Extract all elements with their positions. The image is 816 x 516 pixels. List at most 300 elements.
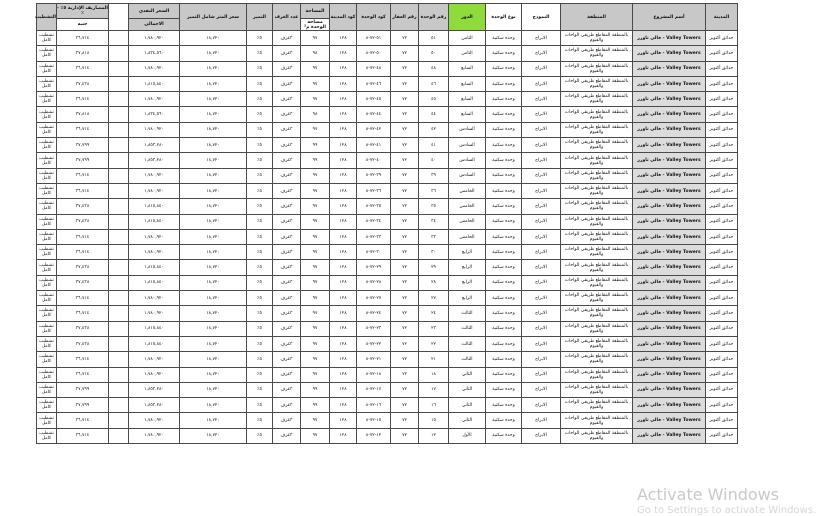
city-cell[interactable]: حدائق أكتوبر	[706, 428, 738, 443]
premium-cell[interactable]: ٥٪	[247, 31, 273, 46]
total-cell[interactable]: ١,٧٨٠,٩٢٠	[129, 31, 180, 46]
fees-cell[interactable]: ٣٧,٧٩٩	[57, 398, 109, 413]
unit-no-cell[interactable]: ٤١	[419, 138, 449, 153]
fees-cell[interactable]: ٣٧,٨١٨	[57, 107, 109, 122]
unit-no-cell[interactable]: ٤٤	[419, 107, 449, 122]
blank-cell[interactable]	[109, 122, 129, 137]
rooms-cell[interactable]: ٣غرف	[273, 138, 301, 153]
finishing-cell[interactable]: تشطيب كامل	[37, 336, 57, 351]
unit-type-cell[interactable]: وحدة سكنية	[486, 153, 522, 168]
unit-type-cell[interactable]: وحدة سكنية	[486, 245, 522, 260]
fees-cell[interactable]: ٣٦,٧١٤	[57, 61, 109, 76]
premium-cell[interactable]: ٥٪	[247, 107, 273, 122]
floor-cell[interactable]: الرابع	[449, 245, 486, 260]
city-cell[interactable]: حدائق أكتوبر	[706, 61, 738, 76]
fees-cell[interactable]: ٣٦,٧١٤	[57, 168, 109, 183]
unit-code-cell[interactable]: ٣٥-٧٢-٨	[357, 199, 391, 214]
city-cell[interactable]: حدائق أكتوبر	[706, 398, 738, 413]
rooms-cell[interactable]: ٣غرف	[273, 46, 301, 61]
property-no-cell[interactable]: ٧٢	[391, 153, 419, 168]
model-cell[interactable]: الابراج	[522, 398, 561, 413]
blank-cell[interactable]	[109, 398, 129, 413]
price-cell[interactable]: ١٨,٧٢٠	[180, 122, 247, 137]
blank-cell[interactable]	[109, 428, 129, 443]
price-cell[interactable]: ١٨,٧٢٠	[180, 291, 247, 306]
unit-type-cell[interactable]: وحدة سكنية	[486, 214, 522, 229]
city-cell[interactable]: حدائق أكتوبر	[706, 76, 738, 91]
floor-cell[interactable]: السابع	[449, 92, 486, 107]
property-no-cell[interactable]: ٧٢	[391, 229, 419, 244]
unit-no-cell[interactable]: ٢٩	[419, 260, 449, 275]
floor-cell[interactable]: السادس	[449, 122, 486, 137]
fees-cell[interactable]: ٣٦,٧١٤	[57, 183, 109, 198]
price-cell[interactable]: ١٨,٧٢٠	[180, 214, 247, 229]
model-cell[interactable]: الابراج	[522, 122, 561, 137]
unit-no-cell[interactable]: ٥٠	[419, 46, 449, 61]
unit-no-cell[interactable]: ٣٣	[419, 229, 449, 244]
finishing-cell[interactable]: تشطيب كامل	[37, 413, 57, 428]
price-cell[interactable]: ١٨,٧٢٠	[180, 107, 247, 122]
blank-cell[interactable]	[109, 168, 129, 183]
region-cell[interactable]: بالمنطقة المقاطع طريقي الواحات والفيوم	[561, 382, 633, 397]
unit-code-cell[interactable]: ٤٢-٧٢-٨	[357, 122, 391, 137]
model-cell[interactable]: الابراج	[522, 76, 561, 91]
unit-no-cell[interactable]: ٢١	[419, 352, 449, 367]
finishing-cell[interactable]: تشطيب كامل	[37, 291, 57, 306]
total-cell[interactable]: ١,٨١٥,٨٤٠	[129, 260, 180, 275]
city-code-cell[interactable]: ١٢٨	[330, 153, 357, 168]
region-cell[interactable]: بالمنطقة المقاطع طريقي الواحات والفيوم	[561, 214, 633, 229]
area-cell[interactable]: ٩٧	[301, 122, 330, 137]
region-cell[interactable]: بالمنطقة المقاطع طريقي الواحات والفيوم	[561, 76, 633, 91]
finishing-cell[interactable]: تشطيب كامل	[37, 214, 57, 229]
rooms-cell[interactable]: ٣غرف	[273, 31, 301, 46]
unit-no-cell[interactable]: ١٧	[419, 382, 449, 397]
fees-cell[interactable]: ٣٧,٤٣٨	[57, 199, 109, 214]
unit-no-cell[interactable]: ٢٢	[419, 336, 449, 351]
project-cell[interactable]: Valley Towers - فالى تاورز	[633, 214, 706, 229]
total-cell[interactable]: ١,٧٨٠,٩٢٠	[129, 367, 180, 382]
unit-code-cell[interactable]: ١٦-٧٢-٨	[357, 398, 391, 413]
fees-cell[interactable]: ٣٧,٤٣٨	[57, 321, 109, 336]
blank-cell[interactable]	[109, 275, 129, 290]
unit-code-cell[interactable]: ٢٤-٧٢-٨	[357, 306, 391, 321]
premium-cell[interactable]: ٥٪	[247, 291, 273, 306]
finishing-cell[interactable]: تشطيب كامل	[37, 183, 57, 198]
premium-cell[interactable]: ٥٪	[247, 168, 273, 183]
model-cell[interactable]: الابراج	[522, 291, 561, 306]
premium-cell[interactable]: ٥٪	[247, 336, 273, 351]
fees-cell[interactable]: ٣٦,٧١٤	[57, 306, 109, 321]
property-no-cell[interactable]: ٧٢	[391, 413, 419, 428]
total-cell[interactable]: ١,٧٨٠,٩٢٠	[129, 306, 180, 321]
floor-cell[interactable]: الأول	[449, 428, 486, 443]
total-cell[interactable]: ١,٧٨٠,٩٢٠	[129, 183, 180, 198]
total-cell[interactable]: ١,٧٨٠,٩٢٠	[129, 122, 180, 137]
total-cell[interactable]: ١,٨١٥,٨٤٠	[129, 76, 180, 91]
unit-code-cell[interactable]: ٥٠-٧٢-٨	[357, 46, 391, 61]
area-cell[interactable]: ٩٧	[301, 352, 330, 367]
area-cell[interactable]: ٩٧	[301, 61, 330, 76]
blank-cell[interactable]	[109, 31, 129, 46]
model-cell[interactable]: الابراج	[522, 229, 561, 244]
blank-cell[interactable]	[109, 352, 129, 367]
blank-cell[interactable]	[109, 260, 129, 275]
total-cell[interactable]: ١,٨٥٣,٢٨٠	[129, 382, 180, 397]
model-cell[interactable]: الابراج	[522, 260, 561, 275]
floor-cell[interactable]: السادس	[449, 153, 486, 168]
area-cell[interactable]: ٩٧	[301, 336, 330, 351]
project-cell[interactable]: Valley Towers - فالى تاورز	[633, 245, 706, 260]
finishing-cell[interactable]: تشطيب كامل	[37, 382, 57, 397]
blank-cell[interactable]	[109, 46, 129, 61]
premium-cell[interactable]: ٥٪	[247, 153, 273, 168]
unit-code-cell[interactable]: ٢٣-٧٢-٨	[357, 321, 391, 336]
city-code-cell[interactable]: ١٢٨	[330, 31, 357, 46]
unit-type-cell[interactable]: وحدة سكنية	[486, 183, 522, 198]
floor-cell[interactable]: الخامس	[449, 199, 486, 214]
area-cell[interactable]: ٩٧	[301, 199, 330, 214]
city-cell[interactable]: حدائق أكتوبر	[706, 31, 738, 46]
unit-type-cell[interactable]: وحدة سكنية	[486, 336, 522, 351]
floor-cell[interactable]: الرابع	[449, 275, 486, 290]
city-code-cell[interactable]: ١٢٨	[330, 199, 357, 214]
city-cell[interactable]: حدائق أكتوبر	[706, 199, 738, 214]
fees-cell[interactable]: ٣٧,٤٣٨	[57, 336, 109, 351]
city-cell[interactable]: حدائق أكتوبر	[706, 107, 738, 122]
model-cell[interactable]: الابراج	[522, 183, 561, 198]
city-cell[interactable]: حدائق أكتوبر	[706, 122, 738, 137]
floor-cell[interactable]: الثامن	[449, 31, 486, 46]
project-cell[interactable]: Valley Towers - فالى تاورز	[633, 275, 706, 290]
region-cell[interactable]: بالمنطقة المقاطع طريقي الواحات والفيوم	[561, 352, 633, 367]
unit-no-cell[interactable]: ٣٠	[419, 245, 449, 260]
floor-cell[interactable]: الثالث	[449, 352, 486, 367]
property-no-cell[interactable]: ٧٢	[391, 183, 419, 198]
floor-cell[interactable]: السادس	[449, 168, 486, 183]
fees-cell[interactable]: ٣٦,٧١٤	[57, 367, 109, 382]
premium-cell[interactable]: ٥٪	[247, 245, 273, 260]
unit-no-cell[interactable]: ٢٧	[419, 291, 449, 306]
fees-cell[interactable]: ٣٦,٧١٤	[57, 122, 109, 137]
area-cell[interactable]: ٩٧	[301, 367, 330, 382]
total-cell[interactable]: ١,٨٥٣,٢٨٠	[129, 398, 180, 413]
model-cell[interactable]: الابراج	[522, 153, 561, 168]
project-cell[interactable]: Valley Towers - فالى تاورز	[633, 321, 706, 336]
city-code-cell[interactable]: ١٢٨	[330, 46, 357, 61]
unit-type-cell[interactable]: وحدة سكنية	[486, 229, 522, 244]
area-cell[interactable]: ٩٧	[301, 76, 330, 91]
city-code-cell[interactable]: ١٢٨	[330, 245, 357, 260]
model-cell[interactable]: الابراج	[522, 46, 561, 61]
fees-cell[interactable]: ٣٦,٧١٤	[57, 291, 109, 306]
fees-cell[interactable]: ٣٦,٧١٤	[57, 428, 109, 443]
region-cell[interactable]: بالمنطقة المقاطع طريقي الواحات والفيوم	[561, 138, 633, 153]
unit-no-cell[interactable]: ١٦	[419, 398, 449, 413]
total-cell[interactable]: ١,٧٨٠,٩٢٠	[129, 61, 180, 76]
unit-no-cell[interactable]: ١٥	[419, 413, 449, 428]
blank-cell[interactable]	[109, 413, 129, 428]
finishing-cell[interactable]: تشطيب كامل	[37, 428, 57, 443]
total-cell[interactable]: ١,٨١٥,٨٤٠	[129, 199, 180, 214]
region-cell[interactable]: بالمنطقة المقاطع طريقي الواحات والفيوم	[561, 92, 633, 107]
property-no-cell[interactable]: ٧٢	[391, 199, 419, 214]
price-cell[interactable]: ١٨,٧٢٠	[180, 153, 247, 168]
premium-cell[interactable]: ٥٪	[247, 214, 273, 229]
city-code-cell[interactable]: ١٢٨	[330, 168, 357, 183]
area-cell[interactable]: ٩٧	[301, 183, 330, 198]
city-code-cell[interactable]: ١٢٨	[330, 382, 357, 397]
floor-cell[interactable]: الثاني	[449, 382, 486, 397]
unit-type-cell[interactable]: وحدة سكنية	[486, 31, 522, 46]
rooms-cell[interactable]: ٣غرف	[273, 214, 301, 229]
premium-cell[interactable]: ٥٪	[247, 183, 273, 198]
finishing-cell[interactable]: تشطيب كامل	[37, 321, 57, 336]
city-cell[interactable]: حدائق أكتوبر	[706, 321, 738, 336]
total-cell[interactable]: ١,٧٨٠,٩٢٠	[129, 428, 180, 443]
city-code-cell[interactable]: ١٢٨	[330, 214, 357, 229]
city-code-cell[interactable]: ١٢٨	[330, 428, 357, 443]
project-cell[interactable]: Valley Towers - فالى تاورز	[633, 199, 706, 214]
unit-code-cell[interactable]: ١٥-٧٢-٨	[357, 413, 391, 428]
unit-code-cell[interactable]: ٥١-٧٢-٨	[357, 31, 391, 46]
floor-cell[interactable]: الرابع	[449, 260, 486, 275]
blank-cell[interactable]	[109, 199, 129, 214]
unit-code-cell[interactable]: ١٧-٧٢-٨	[357, 382, 391, 397]
city-code-cell[interactable]: ١٢٨	[330, 138, 357, 153]
blank-cell[interactable]	[109, 245, 129, 260]
blank-cell[interactable]	[109, 291, 129, 306]
finishing-cell[interactable]: تشطيب كامل	[37, 92, 57, 107]
total-cell[interactable]: ١,٨٣٤,٥٦٠	[129, 107, 180, 122]
floor-cell[interactable]: السادس	[449, 138, 486, 153]
rooms-cell[interactable]: ٣غرف	[273, 61, 301, 76]
unit-code-cell[interactable]: ٣٩-٧٢-٨	[357, 168, 391, 183]
city-cell[interactable]: حدائق أكتوبر	[706, 275, 738, 290]
city-code-cell[interactable]: ١٢٨	[330, 367, 357, 382]
fees-cell[interactable]: ٣٧,٤٣٨	[57, 260, 109, 275]
unit-code-cell[interactable]: ٣٤-٧٢-٨	[357, 214, 391, 229]
area-cell[interactable]: ٩٧	[301, 168, 330, 183]
price-cell[interactable]: ١٨,٧٢٠	[180, 138, 247, 153]
total-cell[interactable]: ١,٨١٥,٨٤٠	[129, 214, 180, 229]
unit-no-cell[interactable]: ٢٣	[419, 321, 449, 336]
total-cell[interactable]: ١,٨٣٤,٥٦٠	[129, 46, 180, 61]
city-cell[interactable]: حدائق أكتوبر	[706, 229, 738, 244]
fees-cell[interactable]: ٣٦,٧١٤	[57, 92, 109, 107]
unit-no-cell[interactable]: ٤٦	[419, 76, 449, 91]
city-code-cell[interactable]: ١٢٨	[330, 352, 357, 367]
property-no-cell[interactable]: ٧٢	[391, 321, 419, 336]
finishing-cell[interactable]: تشطيب كامل	[37, 352, 57, 367]
area-cell[interactable]: ٩٨	[301, 107, 330, 122]
model-cell[interactable]: الابراج	[522, 336, 561, 351]
city-cell[interactable]: حدائق أكتوبر	[706, 336, 738, 351]
finishing-cell[interactable]: تشطيب كامل	[37, 245, 57, 260]
city-cell[interactable]: حدائق أكتوبر	[706, 367, 738, 382]
model-cell[interactable]: الابراج	[522, 92, 561, 107]
area-cell[interactable]: ٩٧	[301, 260, 330, 275]
price-cell[interactable]: ١٨,٧٢٠	[180, 352, 247, 367]
finishing-cell[interactable]: تشطيب كامل	[37, 168, 57, 183]
unit-code-cell[interactable]: ١٢-٧٢-٨	[357, 428, 391, 443]
floor-cell[interactable]: الخامس	[449, 183, 486, 198]
project-cell[interactable]: Valley Towers - فالى تاورز	[633, 183, 706, 198]
total-cell[interactable]: ١,٧٨٠,٩٢٠	[129, 413, 180, 428]
project-cell[interactable]: Valley Towers - فالى تاورز	[633, 229, 706, 244]
property-no-cell[interactable]: ٧٢	[391, 138, 419, 153]
property-no-cell[interactable]: ٧٢	[391, 214, 419, 229]
unit-no-cell[interactable]: ٣٥	[419, 199, 449, 214]
model-cell[interactable]: الابراج	[522, 214, 561, 229]
premium-cell[interactable]: ٥٪	[247, 398, 273, 413]
rooms-cell[interactable]: ٣غرف	[273, 153, 301, 168]
city-cell[interactable]: حدائق أكتوبر	[706, 306, 738, 321]
unit-no-cell[interactable]: ٥١	[419, 31, 449, 46]
model-cell[interactable]: الابراج	[522, 61, 561, 76]
unit-type-cell[interactable]: وحدة سكنية	[486, 275, 522, 290]
city-cell[interactable]: حدائق أكتوبر	[706, 138, 738, 153]
project-cell[interactable]: Valley Towers - فالى تاورز	[633, 291, 706, 306]
project-cell[interactable]: Valley Towers - فالى تاورز	[633, 153, 706, 168]
city-code-cell[interactable]: ١٢٨	[330, 321, 357, 336]
unit-no-cell[interactable]: ١٨	[419, 367, 449, 382]
floor-cell[interactable]: الثالث	[449, 321, 486, 336]
area-cell[interactable]: ٩٧	[301, 214, 330, 229]
property-no-cell[interactable]: ٧٢	[391, 61, 419, 76]
price-cell[interactable]: ١٨,٧٢٠	[180, 413, 247, 428]
total-cell[interactable]: ١,٧٨٠,٩٢٠	[129, 229, 180, 244]
unit-type-cell[interactable]: وحدة سكنية	[486, 122, 522, 137]
project-cell[interactable]: Valley Towers - فالى تاورز	[633, 382, 706, 397]
premium-cell[interactable]: ٥٪	[247, 321, 273, 336]
price-cell[interactable]: ١٨,٧٢٠	[180, 199, 247, 214]
floor-cell[interactable]: الخامس	[449, 229, 486, 244]
unit-type-cell[interactable]: وحدة سكنية	[486, 306, 522, 321]
blank-cell[interactable]	[109, 61, 129, 76]
rooms-cell[interactable]: ٣غرف	[273, 168, 301, 183]
project-cell[interactable]: Valley Towers - فالى تاورز	[633, 122, 706, 137]
price-cell[interactable]: ١٨,٧٢٠	[180, 306, 247, 321]
unit-code-cell[interactable]: ٤٥-٧٢-٨	[357, 92, 391, 107]
finishing-cell[interactable]: تشطيب كامل	[37, 46, 57, 61]
rooms-cell[interactable]: ٣غرف	[273, 398, 301, 413]
unit-type-cell[interactable]: وحدة سكنية	[486, 199, 522, 214]
finishing-cell[interactable]: تشطيب كامل	[37, 31, 57, 46]
region-cell[interactable]: بالمنطقة المقاطع طريقي الواحات والفيوم	[561, 428, 633, 443]
total-cell[interactable]: ١,٧٨٠,٩٢٠	[129, 352, 180, 367]
blank-cell[interactable]	[109, 153, 129, 168]
unit-type-cell[interactable]: وحدة سكنية	[486, 428, 522, 443]
area-cell[interactable]: ٩٧	[301, 275, 330, 290]
property-no-cell[interactable]: ٧٢	[391, 46, 419, 61]
price-cell[interactable]: ١٨,٧٢٠	[180, 229, 247, 244]
property-no-cell[interactable]: ٧٢	[391, 398, 419, 413]
total-cell[interactable]: ١,٨١٥,٨٤٠	[129, 336, 180, 351]
floor-cell[interactable]: الثامن	[449, 46, 486, 61]
property-no-cell[interactable]: ٧٢	[391, 291, 419, 306]
city-code-cell[interactable]: ١٢٨	[330, 107, 357, 122]
unit-type-cell[interactable]: وحدة سكنية	[486, 413, 522, 428]
region-cell[interactable]: بالمنطقة المقاطع طريقي الواحات والفيوم	[561, 275, 633, 290]
finishing-cell[interactable]: تشطيب كامل	[37, 275, 57, 290]
price-cell[interactable]: ١٨,٧٢٠	[180, 398, 247, 413]
price-cell[interactable]: ١٨,٧٢٠	[180, 92, 247, 107]
city-code-cell[interactable]: ١٢٨	[330, 183, 357, 198]
region-cell[interactable]: بالمنطقة المقاطع طريقي الواحات والفيوم	[561, 31, 633, 46]
blank-cell[interactable]	[109, 321, 129, 336]
finishing-cell[interactable]: تشطيب كامل	[37, 76, 57, 91]
city-code-cell[interactable]: ١٢٨	[330, 336, 357, 351]
property-no-cell[interactable]: ٧٢	[391, 260, 419, 275]
unit-type-cell[interactable]: وحدة سكنية	[486, 46, 522, 61]
city-code-cell[interactable]: ١٢٨	[330, 275, 357, 290]
premium-cell[interactable]: ٥٪	[247, 413, 273, 428]
total-cell[interactable]: ١,٨١٥,٨٤٠	[129, 275, 180, 290]
region-cell[interactable]: بالمنطقة المقاطع طريقي الواحات والفيوم	[561, 367, 633, 382]
total-cell[interactable]: ١,٧٨٠,٩٢٠	[129, 291, 180, 306]
city-code-cell[interactable]: ١٢٨	[330, 413, 357, 428]
premium-cell[interactable]: ٥٪	[247, 260, 273, 275]
rooms-cell[interactable]: ٣غرف	[273, 260, 301, 275]
unit-code-cell[interactable]: ٢٨-٧٢-٨	[357, 275, 391, 290]
unit-code-cell[interactable]: ٤٦-٧٢-٨	[357, 76, 391, 91]
property-no-cell[interactable]: ٧٢	[391, 107, 419, 122]
property-no-cell[interactable]: ٧٢	[391, 428, 419, 443]
region-cell[interactable]: بالمنطقة المقاطع طريقي الواحات والفيوم	[561, 183, 633, 198]
fees-cell[interactable]: ٣٧,٤٣٨	[57, 76, 109, 91]
total-cell[interactable]: ١,٨١٥,٨٤٠	[129, 321, 180, 336]
unit-code-cell[interactable]: ٤١-٧٢-٨	[357, 138, 391, 153]
rooms-cell[interactable]: ٣غرف	[273, 367, 301, 382]
city-cell[interactable]: حدائق أكتوبر	[706, 352, 738, 367]
region-cell[interactable]: بالمنطقة المقاطع طريقي الواحات والفيوم	[561, 153, 633, 168]
finishing-cell[interactable]: تشطيب كامل	[37, 199, 57, 214]
premium-cell[interactable]: ٥٪	[247, 76, 273, 91]
project-cell[interactable]: Valley Towers - فالى تاورز	[633, 31, 706, 46]
rooms-cell[interactable]: ٣غرف	[273, 76, 301, 91]
unit-no-cell[interactable]: ٣٩	[419, 168, 449, 183]
model-cell[interactable]: الابراج	[522, 428, 561, 443]
blank-cell[interactable]	[109, 107, 129, 122]
unit-code-cell[interactable]: ٢٢-٧٢-٨	[357, 336, 391, 351]
region-cell[interactable]: بالمنطقة المقاطع طريقي الواحات والفيوم	[561, 61, 633, 76]
city-code-cell[interactable]: ١٢٨	[330, 76, 357, 91]
floor-cell[interactable]: الثاني	[449, 367, 486, 382]
region-cell[interactable]: بالمنطقة المقاطع طريقي الواحات والفيوم	[561, 107, 633, 122]
price-cell[interactable]: ١٨,٧٢٠	[180, 336, 247, 351]
unit-no-cell[interactable]: ١٢	[419, 428, 449, 443]
property-no-cell[interactable]: ٧٢	[391, 306, 419, 321]
price-cell[interactable]: ١٨,٧٢٠	[180, 61, 247, 76]
total-cell[interactable]: ١,٧٨٠,٩٢٠	[129, 245, 180, 260]
unit-type-cell[interactable]: وحدة سكنية	[486, 168, 522, 183]
blank-cell[interactable]	[109, 229, 129, 244]
property-no-cell[interactable]: ٧٢	[391, 352, 419, 367]
floor-cell[interactable]: الثاني	[449, 413, 486, 428]
finishing-cell[interactable]: تشطيب كامل	[37, 107, 57, 122]
area-cell[interactable]: ٩٧	[301, 321, 330, 336]
fees-cell[interactable]: ٣٦,٧١٤	[57, 31, 109, 46]
project-cell[interactable]: Valley Towers - فالى تاورز	[633, 76, 706, 91]
premium-cell[interactable]: ٥٪	[247, 275, 273, 290]
project-cell[interactable]: Valley Towers - فالى تاورز	[633, 107, 706, 122]
city-cell[interactable]: حدائق أكتوبر	[706, 183, 738, 198]
city-code-cell[interactable]: ١٢٨	[330, 398, 357, 413]
property-no-cell[interactable]: ٧٢	[391, 336, 419, 351]
floor-cell[interactable]: الثاني	[449, 398, 486, 413]
total-cell[interactable]: ١,٧٨٠,٩٢٠	[129, 92, 180, 107]
